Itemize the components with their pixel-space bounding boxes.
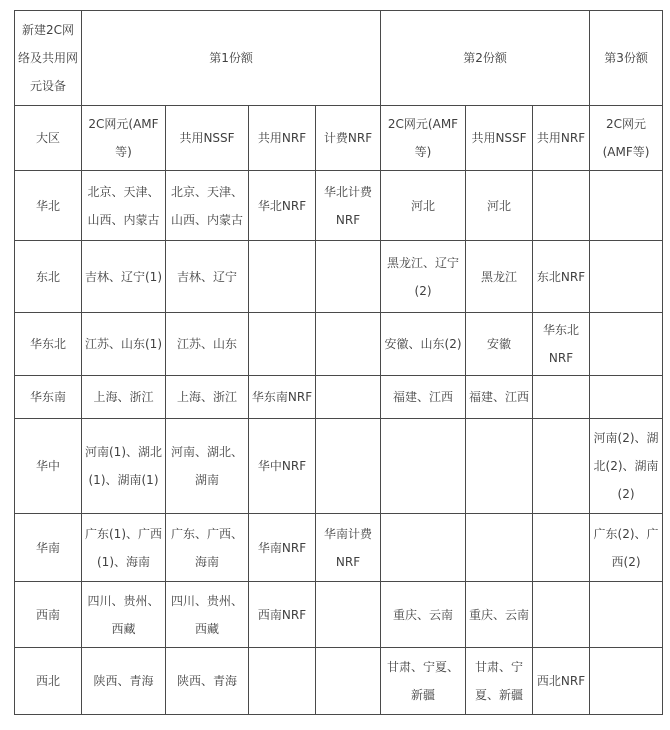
- data-cell: 广东(2)、广西(2): [590, 514, 663, 582]
- data-cell: 江苏、山东(1): [82, 313, 166, 376]
- data-cell: [533, 514, 590, 582]
- data-cell: [381, 419, 466, 514]
- data-cell: [316, 376, 381, 419]
- data-cell: 北京、天津、山西、内蒙古: [166, 171, 249, 241]
- table-row: [15, 514, 663, 582]
- share1-header-cell: 第1份额: [82, 11, 381, 106]
- table-row: [15, 241, 663, 313]
- network-allocation-table: [14, 10, 663, 715]
- data-cell: 北京、天津、山西、内蒙古: [82, 171, 166, 241]
- data-cell: [590, 648, 663, 715]
- table-row: [15, 376, 663, 419]
- data-cell: 安徽: [466, 313, 533, 376]
- data-cell: 广东(1)、广西(1)、海南: [82, 514, 166, 582]
- data-cell: 华南计费NRF: [316, 514, 381, 582]
- data-cell: [316, 582, 381, 648]
- column-header-nrf-1: 共用NRF: [249, 106, 316, 171]
- column-header-row: [15, 106, 663, 171]
- data-cell: [466, 514, 533, 582]
- region-cell: 东北: [15, 241, 82, 313]
- data-cell: [590, 582, 663, 648]
- data-cell: 华中NRF: [249, 419, 316, 514]
- data-cell: [533, 376, 590, 419]
- column-header-2c-amf-1: 2C网元(AMF等): [82, 106, 166, 171]
- region-cell: 华东北: [15, 313, 82, 376]
- data-cell: 西南NRF: [249, 582, 316, 648]
- data-cell: 华北NRF: [249, 171, 316, 241]
- data-cell: [590, 376, 663, 419]
- region-cell: 华东南: [15, 376, 82, 419]
- data-cell: 河南(2)、湖北(2)、湖南(2): [590, 419, 663, 514]
- data-cell: [381, 514, 466, 582]
- data-cell: [590, 241, 663, 313]
- region-cell: 华中: [15, 419, 82, 514]
- share3-header-cell: 第3份额: [590, 11, 663, 106]
- data-cell: 吉林、辽宁: [166, 241, 249, 313]
- column-header-2c-amf-2: 2C网元(AMF等): [381, 106, 466, 171]
- column-header-2c-amf-3: 2C网元(AMF等): [590, 106, 663, 171]
- data-cell: [466, 419, 533, 514]
- data-cell: 河北: [466, 171, 533, 241]
- data-cell: [316, 648, 381, 715]
- data-cell: 华东南NRF: [249, 376, 316, 419]
- column-header-billing-nrf: 计费NRF: [316, 106, 381, 171]
- region-cell: 华北: [15, 171, 82, 241]
- page: [0, 10, 670, 730]
- region-cell: 华南: [15, 514, 82, 582]
- table-row: [15, 582, 663, 648]
- column-header-nssf-1: 共用NSSF: [166, 106, 249, 171]
- data-cell: 上海、浙江: [166, 376, 249, 419]
- data-cell: 河北: [381, 171, 466, 241]
- data-cell: 东北NRF: [533, 241, 590, 313]
- data-cell: [590, 313, 663, 376]
- data-cell: 福建、江西: [466, 376, 533, 419]
- data-cell: 黑龙江: [466, 241, 533, 313]
- data-cell: 四川、贵州、西藏: [82, 582, 166, 648]
- data-cell: 重庆、云南: [381, 582, 466, 648]
- data-cell: [249, 648, 316, 715]
- data-cell: 华南NRF: [249, 514, 316, 582]
- data-cell: 江苏、山东: [166, 313, 249, 376]
- region-cell: 西南: [15, 582, 82, 648]
- corner-header-cell: 新建2C网络及共用网元设备: [15, 11, 82, 106]
- table-body: [15, 171, 663, 715]
- data-cell: 甘肃、宁夏、新疆: [381, 648, 466, 715]
- table-row: [15, 171, 663, 241]
- data-cell: [590, 171, 663, 241]
- data-cell: 吉林、辽宁(1): [82, 241, 166, 313]
- data-cell: 西北NRF: [533, 648, 590, 715]
- data-cell: [533, 582, 590, 648]
- data-cell: 广东、广西、海南: [166, 514, 249, 582]
- data-cell: 福建、江西: [381, 376, 466, 419]
- data-cell: [249, 241, 316, 313]
- data-cell: 华北计费NRF: [316, 171, 381, 241]
- data-cell: 河南、湖北、湖南: [166, 419, 249, 514]
- column-header-nrf-2: 共用NRF: [533, 106, 590, 171]
- table-row: [15, 648, 663, 715]
- share2-header-cell: 第2份额: [381, 11, 590, 106]
- data-cell: 四川、贵州、西藏: [166, 582, 249, 648]
- table-row: [15, 313, 663, 376]
- data-cell: 上海、浙江: [82, 376, 166, 419]
- data-cell: [316, 419, 381, 514]
- table-row: [15, 419, 663, 514]
- column-header-region: 大区: [15, 106, 82, 171]
- column-header-nssf-2: 共用NSSF: [466, 106, 533, 171]
- data-cell: 安徽、山东(2): [381, 313, 466, 376]
- data-cell: [533, 171, 590, 241]
- data-cell: [249, 313, 316, 376]
- region-cell: 西北: [15, 648, 82, 715]
- data-cell: 重庆、云南: [466, 582, 533, 648]
- share-header-row: [15, 11, 663, 106]
- data-cell: [533, 419, 590, 514]
- data-cell: 黑龙江、辽宁(2): [381, 241, 466, 313]
- data-cell: [316, 241, 381, 313]
- data-cell: 陕西、青海: [82, 648, 166, 715]
- data-cell: 甘肃、宁夏、新疆: [466, 648, 533, 715]
- data-cell: 华东北NRF: [533, 313, 590, 376]
- data-cell: 陕西、青海: [166, 648, 249, 715]
- data-cell: [316, 313, 381, 376]
- data-cell: 河南(1)、湖北(1)、湖南(1): [82, 419, 166, 514]
